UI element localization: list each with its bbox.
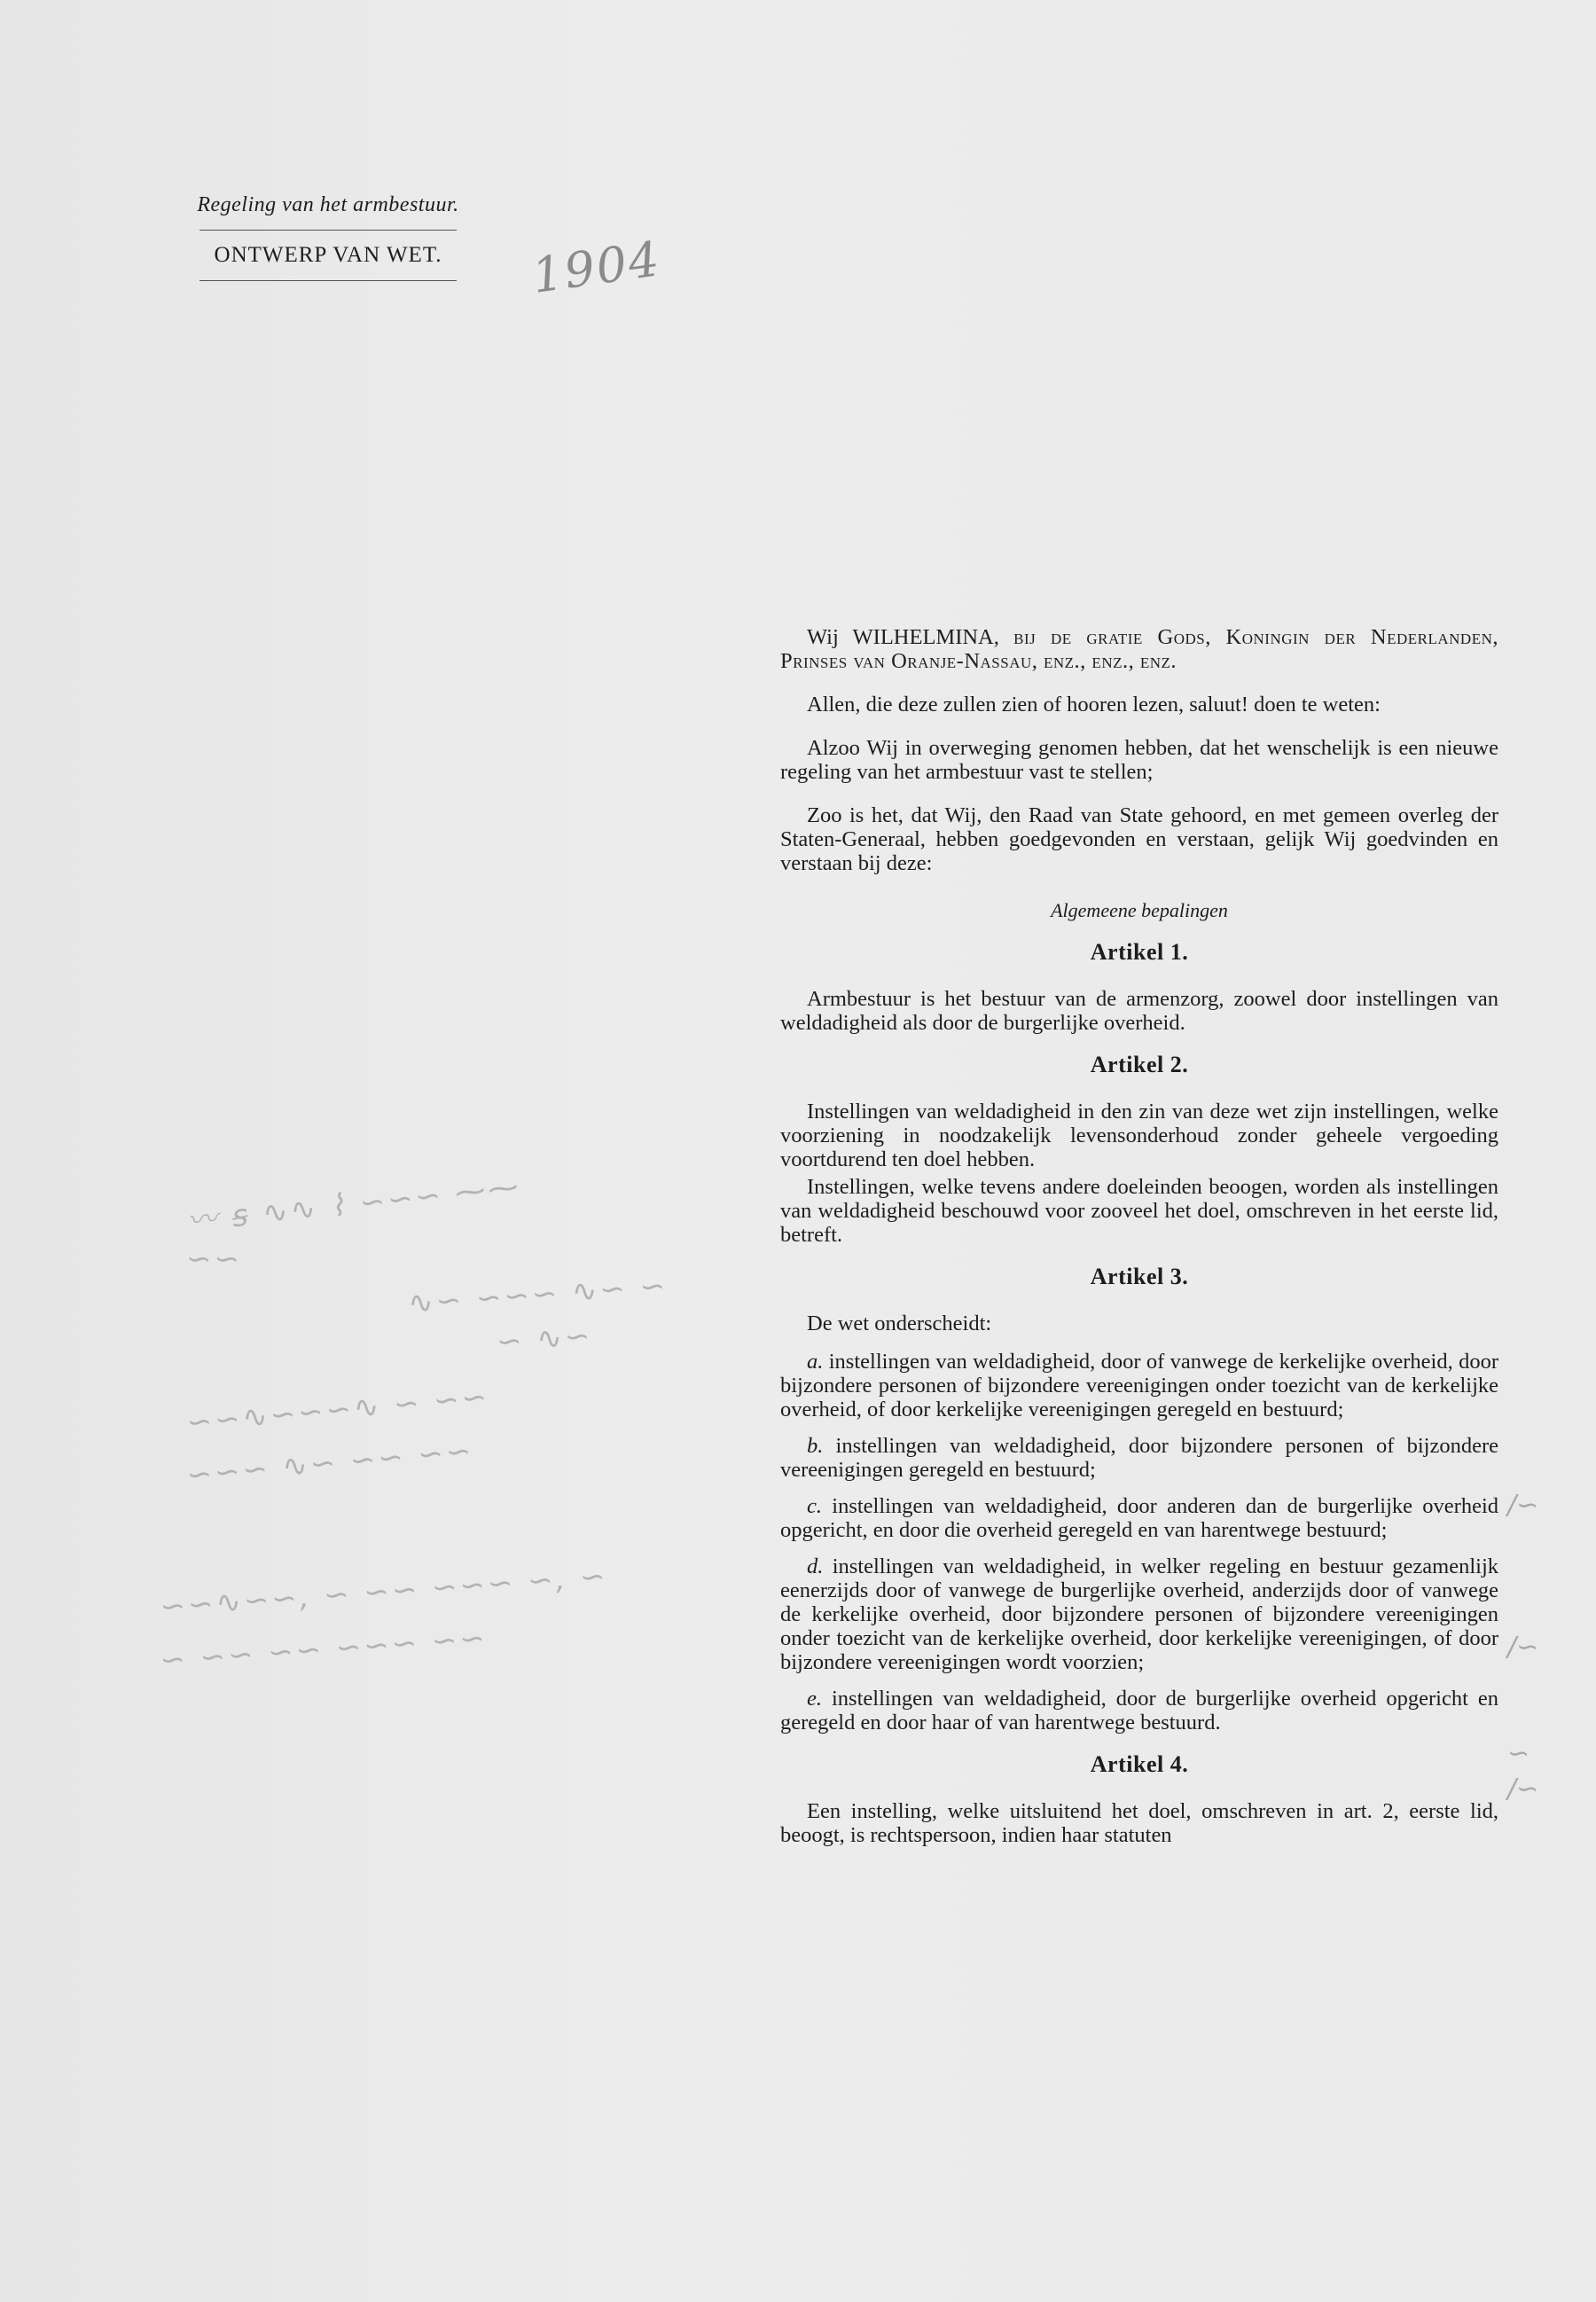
margin-pencil-mark: /∽ (1507, 1490, 1539, 1521)
margin-pencil-mark: ∽ (1507, 1738, 1530, 1769)
article-clause (780, 1554, 1498, 1674)
article-paragraph: Instellingen, welke tevens andere doeleinden beoogen, worden als instellingen van weldadigheid beschouwd voor zooveel het doel, omschreven in het eerste lid, betreft. (780, 1175, 1498, 1247)
article-clause (780, 1434, 1498, 1482)
pencil-annotation: ∽∽∿∽∽∽∿ ∽ ∽∽ (184, 1379, 491, 1441)
clause-text: instellingen van weldadigheid, door of vanwege de kerkelijke overheid, door bijzondere personen of bijzondere vereenigingen onder toezicht van de kerkelijke overheid, of door kerkelijke vereenigingen geregeld en bestuurd; (780, 1350, 1499, 1421)
draft-title: ONTWERP VAN WET. (214, 243, 442, 267)
preamble-greeting: Allen, die deze zullen zien of hooren lezen, saluut! doen te weten: (807, 693, 1381, 716)
pencil-annotation: ∽∽∿∽∽, ∽ ∽∽ ∽∽∽ ∽, ∽ (159, 1558, 609, 1625)
pencil-annotation: ∽ ∿∽ (495, 1318, 594, 1360)
section-heading: Algemeene bepalingen (1051, 899, 1228, 921)
article-clause (780, 1494, 1498, 1542)
margin-pencil-mark: /∽ (1507, 1632, 1539, 1663)
article-title: Artikel 3. (1090, 1264, 1189, 1289)
article-paragraph: Een instelling, welke uitsluitend het doel, omschreven in art. 2, eerste lid, beoogt, is rechtspersoon, indien haar statuten (780, 1799, 1498, 1847)
article-clause (780, 1687, 1498, 1734)
pencil-annotation: ∿∽ ∽∽∽ ∿∽ ∽ (406, 1267, 669, 1322)
royal-name: Wij WILHELMINA, (807, 625, 999, 649)
royal-preamble (780, 625, 1498, 673)
article-paragraph: Instellingen van weldadigheid in den zin van deze wet zijn instellingen, welke voorziening in noodzakelijk levensonderhoud zonder geheele vergoeding voortdurend ten doel hebben. (780, 1100, 1498, 1171)
clause-label: e. (807, 1687, 822, 1711)
clause-text: instellingen van weldadigheid, door bijzondere personen of bijzondere vereenigingen geregeld en bestuurd; (780, 1434, 1499, 1482)
document-header (142, 193, 514, 294)
pencil-annotation: ∽∽∽ ∿∽ ∽∽ ∽∽ (184, 1432, 475, 1494)
clause-label: a. (807, 1350, 824, 1374)
preamble-consideration: Alzoo Wij in overweging genomen hebben, dat het wenschelijk is een nieuwe regeling van het armbestuur vast te stellen; (780, 736, 1498, 784)
pencil-annotation: 〰︎ ꞩ ∿∿ ⌇ ∽∽∽ ⁓⁓ (185, 1169, 523, 1240)
pencil-annotation: ∽ ∽∽ ∽∽ ∽∽∽ ∽∽ (159, 1620, 489, 1679)
handwritten-year-note: 1904 (528, 231, 665, 304)
margin-pencil-mark: /∽ (1507, 1773, 1539, 1805)
article-title: Artikel 1. (1090, 939, 1189, 965)
article-intro: De wet onderscheidt: (807, 1312, 992, 1335)
preamble-enactment: Zoo is het, dat Wij, den Raad van State gehoord, en met gemeen overleg der Staten-Generaal, hebben goedgevonden en verstaan, gelijk Wij goedvinden en verstaan bij deze: (780, 803, 1498, 875)
clause-text: instellingen van weldadigheid, door de burgerlijke overheid opgericht en geregeld en door haar of van harentwege bestuurd. (780, 1687, 1499, 1734)
clause-label: c. (807, 1494, 822, 1518)
clause-text: instellingen van weldadigheid, in welker regeling en bestuur gezamenlijk eenerzijds door of vanwege de burgerlijke overheid, anderzijds door of vanwege de kerkelijke overheid, door bijzondere personen of bijzondere vereenigingen onder toezicht van de kerkelijke overheid, door kerkelijke vereenigingen, of door bijzondere vereenigingen wordt voorzien; (780, 1554, 1499, 1674)
law-text-column (780, 625, 1498, 1851)
clause-label: d. (807, 1554, 824, 1578)
article-clause (780, 1350, 1498, 1421)
pencil-annotation: ∽∽ (186, 1241, 242, 1277)
subject-line: Regeling van het armbestuur. (197, 193, 459, 216)
header-rule-bottom (200, 280, 457, 281)
header-rule-top (200, 230, 457, 231)
article-title: Artikel 4. (1090, 1751, 1189, 1777)
article-paragraph: Armbestuur is het bestuur van de armenzorg, zoowel door instellingen van weldadigheid als door de burgerlijke overheid. (780, 987, 1498, 1035)
clause-label: b. (807, 1434, 824, 1458)
article-title: Artikel 2. (1090, 1052, 1189, 1077)
clause-text: instellingen van weldadigheid, door anderen dan de burgerlijke overheid opgericht, en door die overheid geregeld en van harentwege bestuurd; (780, 1494, 1499, 1542)
royal-titles: bij de gratie Gods, Koningin der Nederlanden, Prinses van Oranje-Nassau, enz., enz., enz. (780, 625, 1498, 673)
